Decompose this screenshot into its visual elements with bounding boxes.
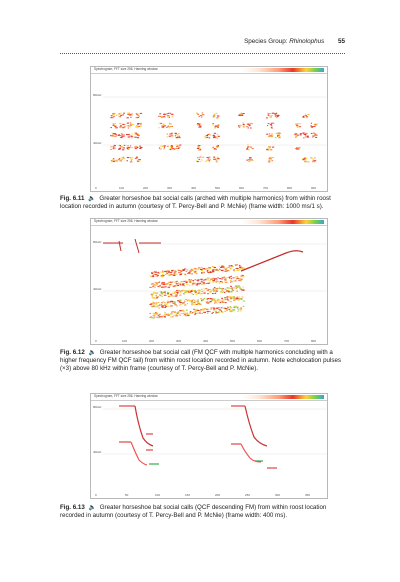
x-tick: 100 bbox=[119, 186, 125, 190]
y-axis-label: 80kHz bbox=[93, 405, 102, 409]
y-axis-label: 40kHz bbox=[93, 287, 102, 291]
x-tick: 300 bbox=[167, 186, 173, 190]
x-tick: 350 bbox=[305, 493, 311, 497]
x-tick: 300 bbox=[275, 493, 281, 497]
x-tick: 100 bbox=[155, 493, 161, 497]
y-axis-label: 80kHz bbox=[93, 240, 102, 244]
spectrogram-figure-6-12 bbox=[90, 218, 328, 345]
x-tick: 0 bbox=[95, 339, 97, 343]
x-tick: 100 bbox=[122, 339, 128, 343]
y-axis-label: 40kHz bbox=[93, 141, 102, 145]
x-tick: 700 bbox=[284, 339, 290, 343]
spectrogram-figure-6-11 bbox=[90, 66, 328, 192]
y-axis-label: 80kHz bbox=[93, 93, 102, 97]
speaker-icon[interactable]: 🔈 bbox=[88, 196, 96, 202]
x-tick: 800 bbox=[311, 339, 317, 343]
page-number: 55 bbox=[337, 38, 345, 45]
spectrogram-title: Spectrogram, FFT size 256, Hanning window bbox=[94, 394, 158, 398]
x-tick: 500 bbox=[215, 186, 221, 190]
x-tick: 200 bbox=[143, 186, 149, 190]
color-scale-bar bbox=[242, 220, 324, 224]
x-tick: 0 bbox=[95, 493, 97, 497]
x-tick: 600 bbox=[239, 186, 245, 190]
speaker-icon[interactable]: 🔈 bbox=[88, 350, 96, 356]
speaker-icon[interactable]: 🔈 bbox=[88, 505, 96, 511]
x-tick: 500 bbox=[230, 339, 236, 343]
x-tick: 250 bbox=[245, 493, 251, 497]
x-tick: 200 bbox=[215, 493, 221, 497]
color-scale-bar bbox=[242, 68, 324, 72]
x-tick: 400 bbox=[203, 339, 209, 343]
x-tick: 600 bbox=[257, 339, 263, 343]
x-tick: 300 bbox=[176, 339, 182, 343]
x-tick: 700 bbox=[263, 186, 269, 190]
x-tick: 0 bbox=[95, 186, 97, 190]
spectrogram-plot bbox=[91, 219, 327, 344]
x-tick: 50 bbox=[125, 493, 129, 497]
figure-caption bbox=[60, 195, 350, 211]
spectrogram-plot bbox=[91, 394, 327, 498]
header-section: Species Group: bbox=[244, 38, 288, 45]
color-scale-bar bbox=[242, 395, 324, 399]
x-tick: 150 bbox=[185, 493, 191, 497]
x-tick: 400 bbox=[191, 186, 197, 190]
caption-text: Greater horseshoe bat social calls (arched with multiple harmonics) from within roost location recorded in autumn (courtesy of T. Percy-Bell and P. McNie) (frame width: 1000 ms/1 s). bbox=[60, 195, 331, 210]
spectrogram-title: Spectrogram, FFT size 256, Hanning window bbox=[94, 219, 158, 223]
caption-label: Fig. 6.11 bbox=[60, 195, 85, 202]
figure-caption bbox=[60, 349, 350, 373]
spectrogram-plot bbox=[91, 67, 327, 191]
x-tick: 900 bbox=[311, 186, 317, 190]
spectrogram-title: Spectrogram, FFT size 256, Hanning window bbox=[94, 67, 158, 71]
y-axis-label: 40kHz bbox=[93, 450, 102, 454]
caption-label: Fig. 6.12 bbox=[60, 349, 85, 356]
spectrogram-figure-6-13 bbox=[90, 393, 328, 499]
caption-text: Greater horseshoe bat social call (FM QCF with multiple harmonics concluding with a higher frequency FM QCF tail) from within roost location recorded in autumn. Note echolocation pulses (×3) above 80 kHz within frame (courtesy of T. Percy-Bell and P. McNie). bbox=[60, 349, 341, 372]
caption-text: Greater horseshoe bat social calls (QCF descending FM) from within roost location recorded in autumn (courtesy of T. Percy-Bell and P. McNie) (frame width: 400 ms). bbox=[60, 504, 327, 519]
x-tick: 200 bbox=[149, 339, 155, 343]
x-tick: 800 bbox=[287, 186, 293, 190]
running-header bbox=[60, 38, 345, 54]
caption-label: Fig. 6.13 bbox=[60, 504, 85, 511]
header-genus: Rhinolophus bbox=[289, 38, 325, 45]
figure-caption bbox=[60, 504, 350, 520]
